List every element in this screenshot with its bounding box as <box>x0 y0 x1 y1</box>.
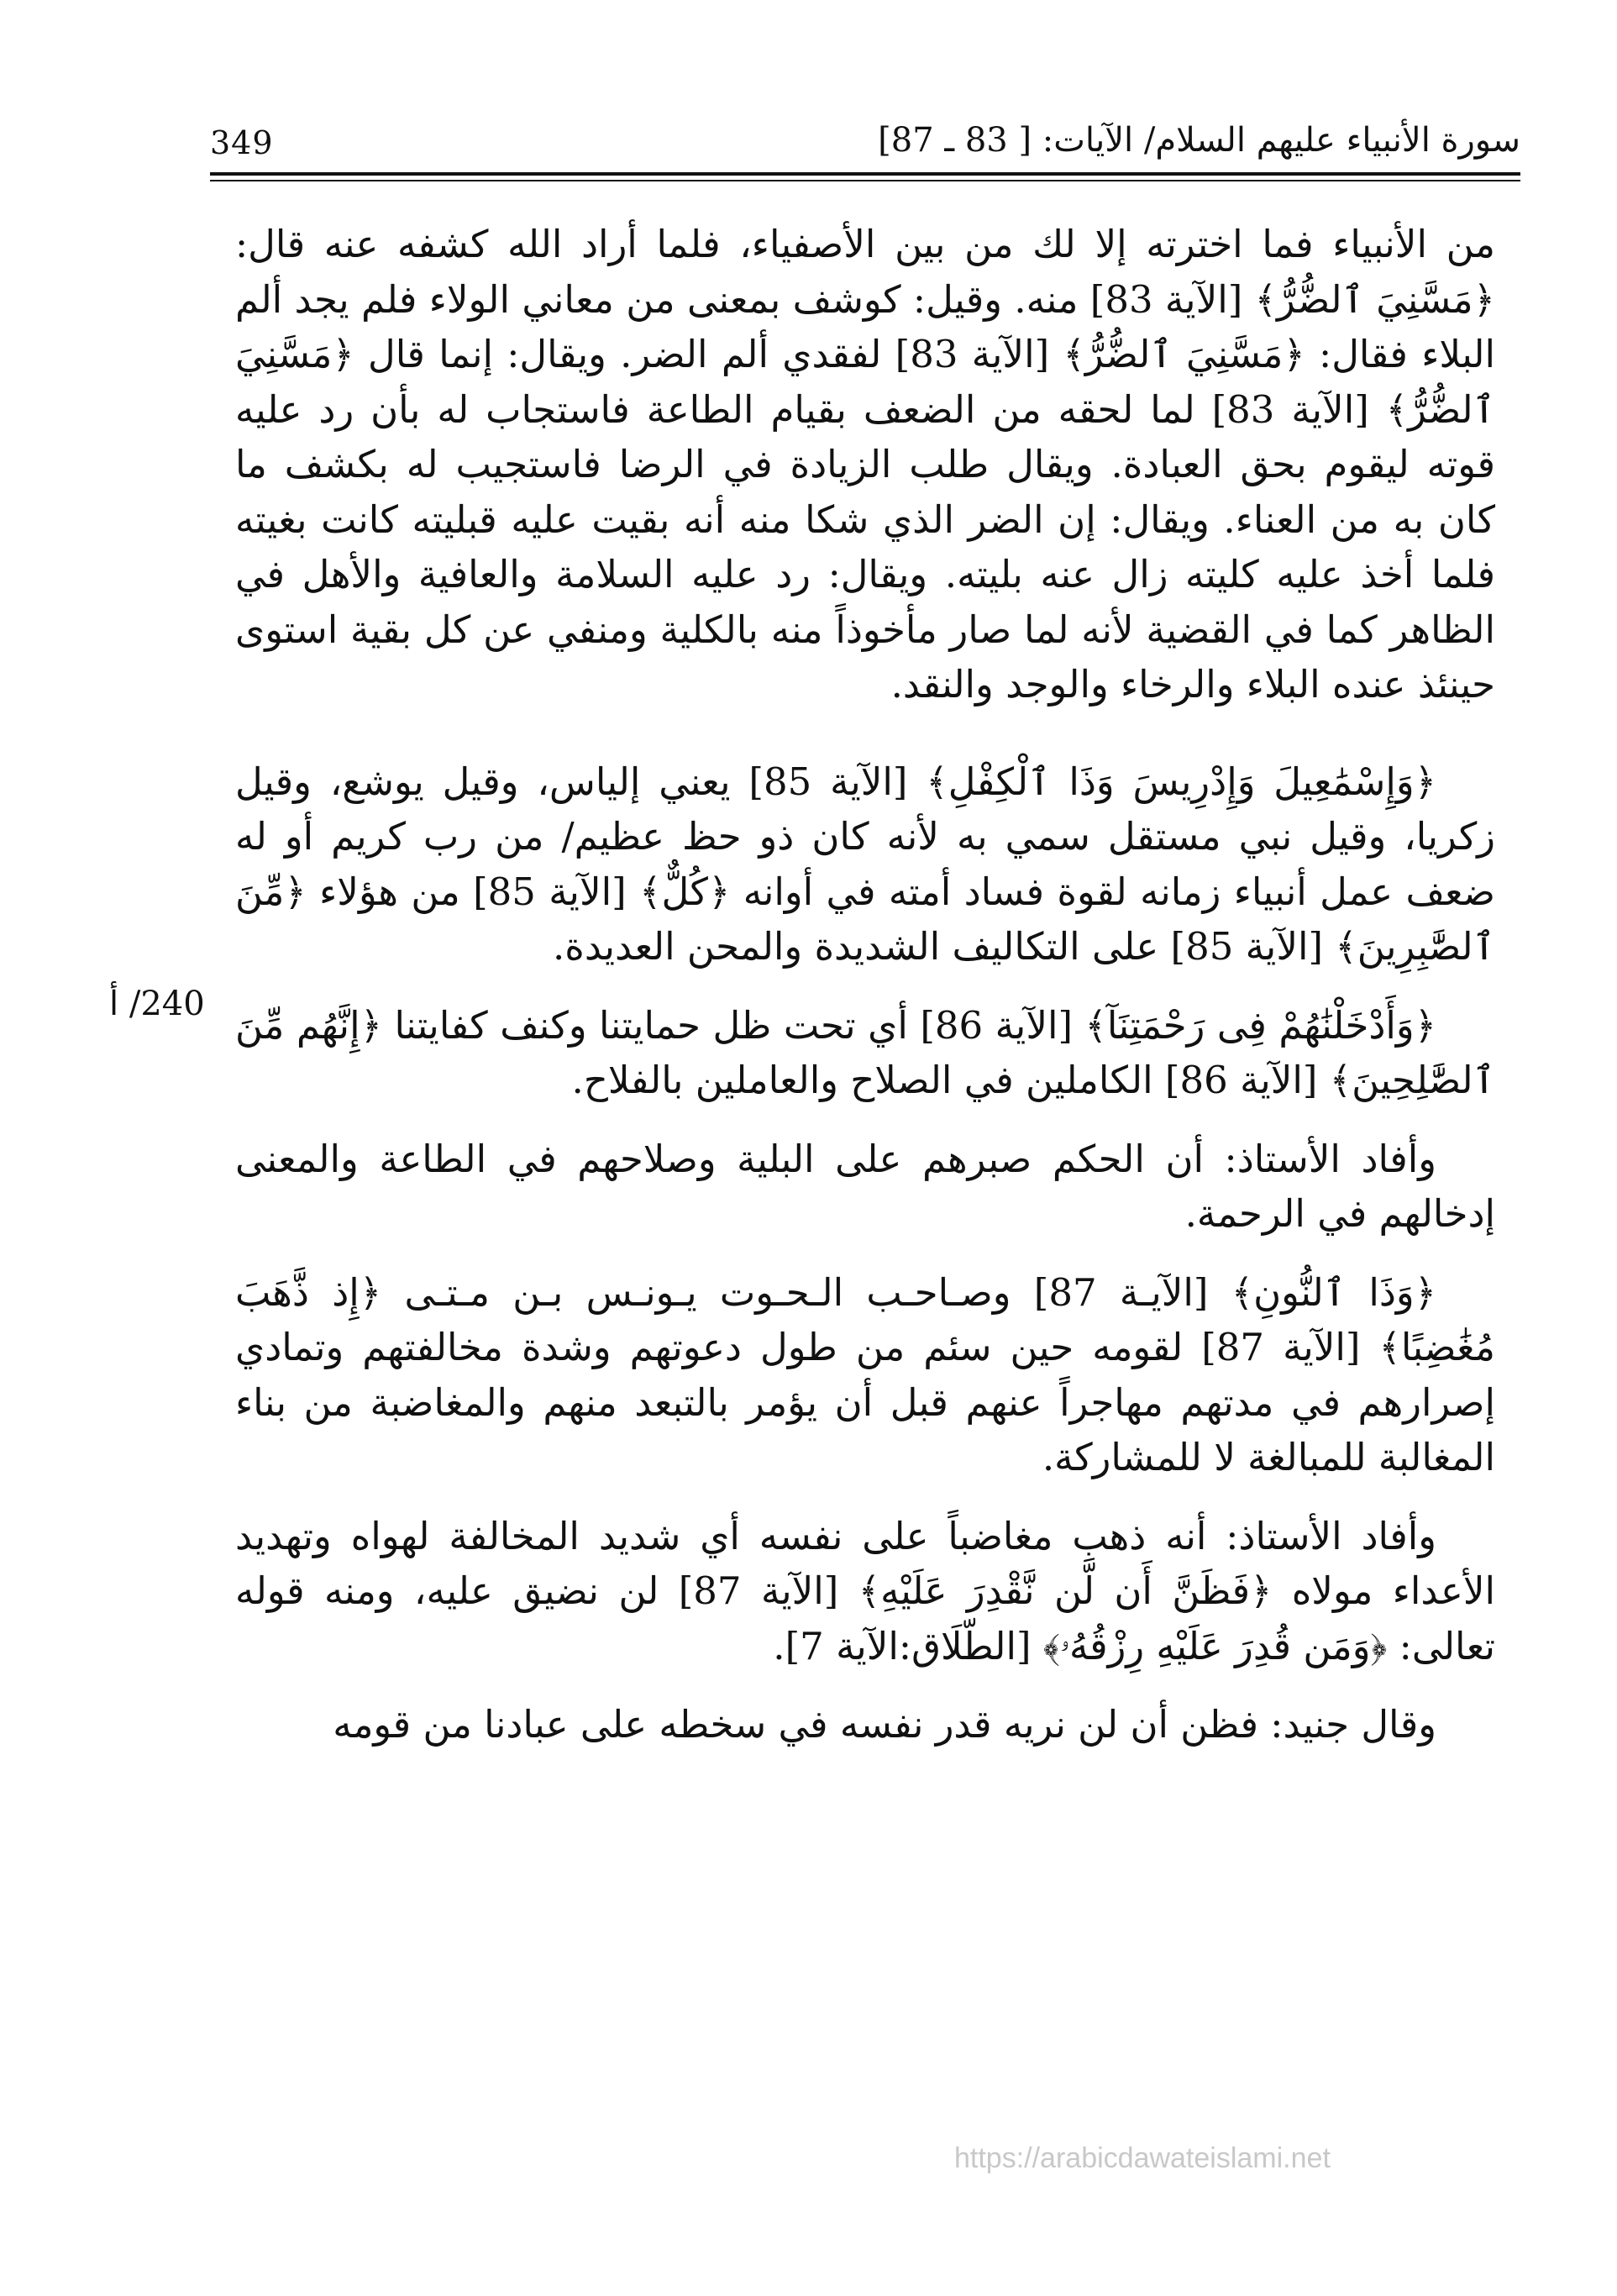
page-number: 349 <box>210 124 274 161</box>
header-rule-thick <box>210 172 1520 176</box>
paragraph-4: وأفاد الأستاذ: أن الحكم صبرهم على البلية وصلاحهم في الطاعة والمعنى إدخالهم في الرحمة. <box>235 1136 1495 1236</box>
paragraph-6: وأفاد الأستاذ: أنه ذهب مغاضباً على نفسه أي شديد المخالفة لهواه وتهديد الأعداء مولاه ﴿فَظَنَّ أَن لَّن نَّقْدِرَ عَلَيْهِ﴾ [الآية 87] لن نضيق عليه، ومنه قوله تعالى: ﴿وَمَن قُدِرَ عَلَيْهِ رِزْقُهُۥ﴾ [الطّلَاق:الآية 7]. <box>235 1513 1495 1668</box>
page-body <box>235 217 1495 1752</box>
paragraph-3: ﴿وَأَدْخَلْنَٰهُمْ فِى رَحْمَتِنَآ﴾ [الآية 86] أي تحت ظل حمايتنا وكنف كفايتنا ﴿إِنَّهُم مِّنَ ٱلصَّٰلِحِينَ﴾ [الآية 86] الكاملين في الصلاح والعاملين بالفلاح. <box>235 1002 1495 1102</box>
page-header <box>210 118 1520 176</box>
paragraph-1: من الأنبياء فما اخترته إلا لك من بين الأصفياء، فلما أراد الله كشفه عنه قال: ﴿مَسَّنِيَ ٱلضُّرُّ﴾ [الآية 83] منه. وقيل: كوشف بمعنى من معاني الولاء فلم يجد ألم البلاء فقال: ﴿مَسَّنِيَ ٱلضُّرُّ﴾ [الآية 83] لفقدي ألم الضر. ويقال: إنما قال ﴿مَسَّنِيَ ٱلضُّرُّ﴾ [الآية 83] لما لحقه من الضعف بقيام الطاعة فاستجاب له بأن رد عليه قوته ليقوم بحق العبادة. ويقال طلب الزيادة في الرضا فاستجيب له بكشف ما كان به من العناء. ويقال: إن الضر الذي شكا منه أنه بقيت عليه قبليته كانت بغيته فلما أخذ عليه كليته زال عنه بليته. ويقال: رد عليه السلامة والعافية والأهل في الظاهر كما في القضية لأنه لما صار مأخوذاً منه بالكلية ومنفي عن كل بقية استوى حينئذ عنده البلاء والرخاء والوجد والنقد. <box>235 222 1496 707</box>
paragraph-7: وقال جنيد: فظن أن لن نريه قدر نفسه في سخطه على عبادنا من قومه <box>333 1702 1436 1747</box>
watermark-url: https://arabicdawateislami.net <box>954 2142 1331 2174</box>
running-title: سورة الأنبياء عليهم السلام/ الآيات: [ 83 ـ 87] <box>878 121 1520 160</box>
margin-folio-note: 240/ أ <box>109 985 205 1023</box>
paragraph-2: ﴿وَإِسْمَٰعِيلَ وَإِدْرِيسَ وَذَا ٱلْكِفْلِ﴾ [الآية 85] يعني إلياس، وقيل يوشع، وقيل زكريا، وقيل نبي مستقل سمي به لأنه كان ذو حظ عظيم/ من رب كريم أو له ضعف عمل أنبياء زمانه لقوة فساد أمته في أوانه ﴿كُلٌّ﴾ [الآية 85] من هؤلاء ﴿مِّنَ ٱلصَّٰبِرِينَ﴾ [الآية 85] على التكاليف الشديدة والمحن العديدة. <box>235 759 1496 969</box>
header-rule-thin <box>210 180 1520 181</box>
paragraph-5: ﴿وَذَا ٱلنُّونِ﴾ [الآيـة 87] وصـاحـب الـحـوت يـونـس بـن مـتـى ﴿إِذ ذَّهَبَ مُغَٰضِبًا﴾ [الآية 87] لقومه حين سئم من طول دعوتهم وشدة مخالفتهم وتمادي إصرارهم في مدتهم مهاجراً عنهم قبل أن يؤمر بالتبعد منهم والمغاضبة من بناء المغالبة للمبالغة لا للمشاركة. <box>235 1269 1495 1479</box>
